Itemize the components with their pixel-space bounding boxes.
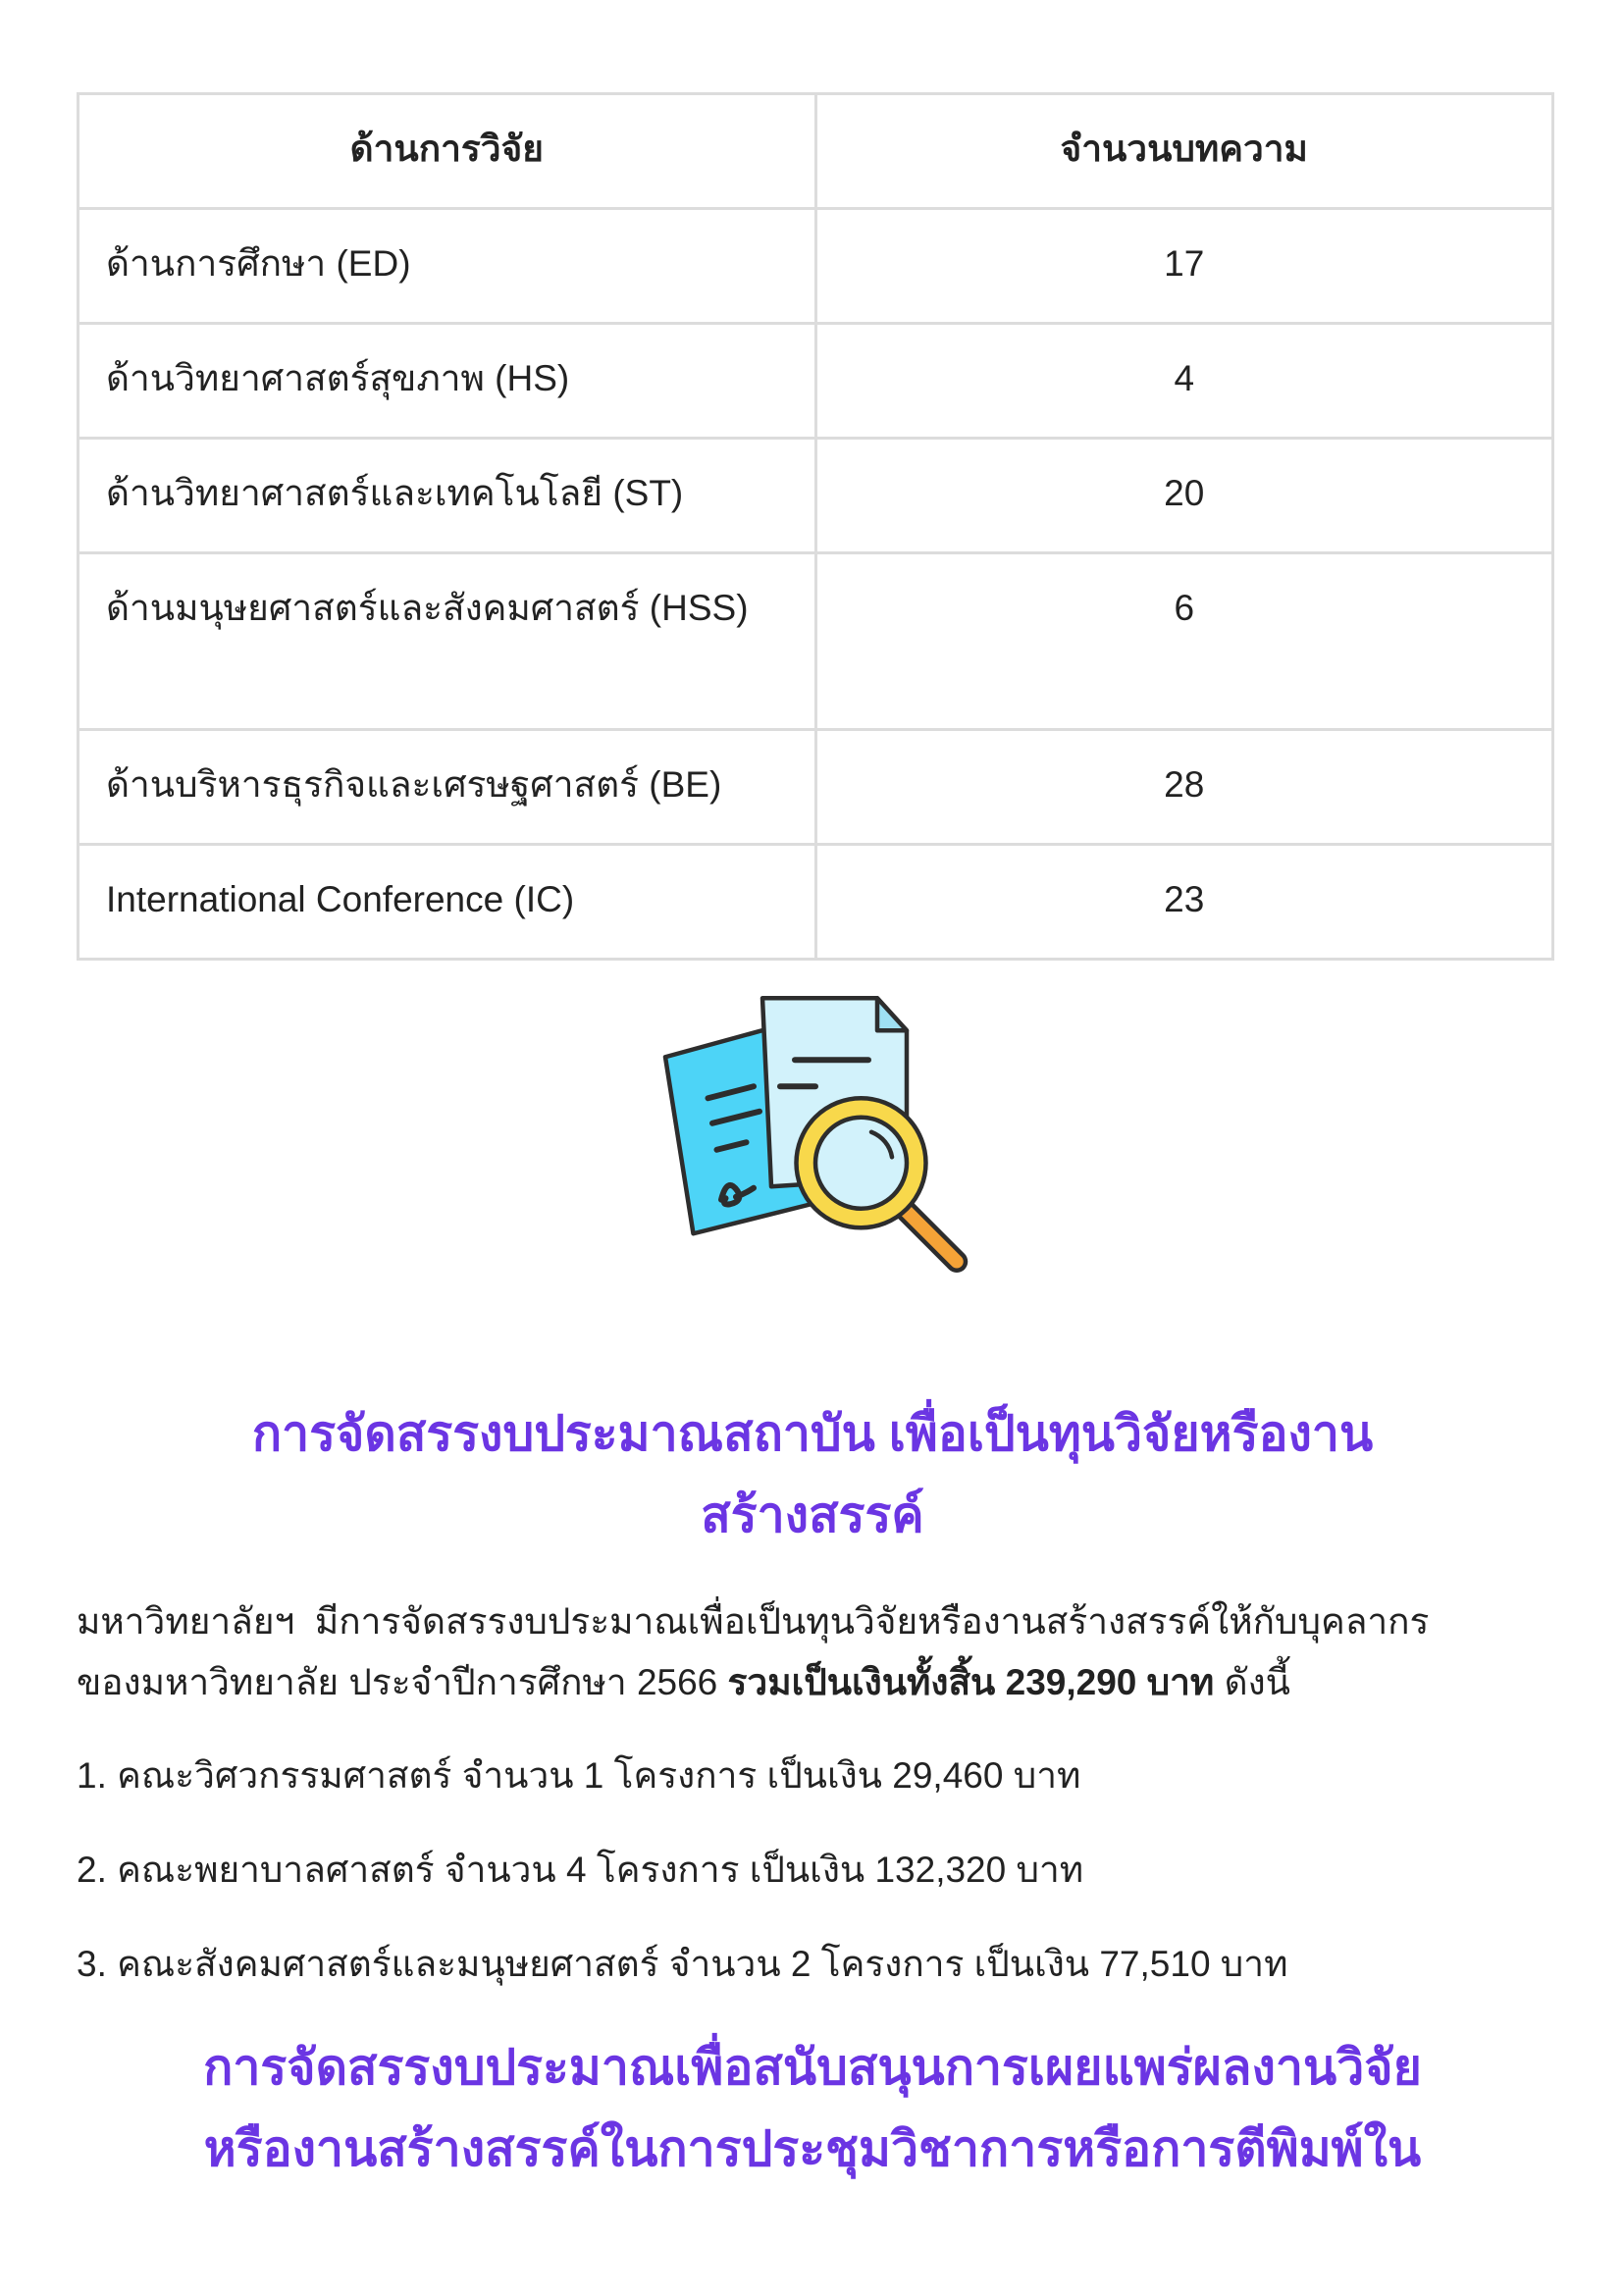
table-header-article-count: จำนวนบทความ <box>817 95 1552 207</box>
intro-line: มหาวิทยาลัยฯ มีการจัดสรรงบประมาณเพื่อเป็นทุนวิจัยหรืองานสร้างสรรค์ให้กับบุคลากร <box>77 1601 1430 1642</box>
table-header-research-field: ด้านการวิจัย <box>79 95 814 207</box>
table-cell-count: 28 <box>817 731 1552 843</box>
table-cell-field: International Conference (IC) <box>79 846 814 958</box>
heading-line: สร้างสรรค์ <box>701 1487 924 1542</box>
magnifier-handle <box>903 1207 958 1262</box>
list-item: 3. คณะสังคมศาสตร์และมนุษยศาสตร์ จำนวน 2 โครงการ เป็นเงิน 77,510 บาท <box>77 1944 1288 1984</box>
budget-allocation-list <box>77 1746 1548 2028</box>
heading-line: หรืองานสร้างสรรค์ในการประชุมวิชาการหรือการตีพิมพ์ใน <box>203 2121 1422 2176</box>
folded-corner <box>877 998 907 1030</box>
table-cell-count: 17 <box>817 210 1552 322</box>
magnifying-glass <box>797 1098 958 1262</box>
intro-text: ของมหาวิทยาลัย ประจำปีการศึกษา 2566 <box>77 1662 728 1702</box>
magnifier-lens <box>815 1118 907 1209</box>
table-cell-field: ด้านวิทยาศาสตร์สุขภาพ (HS) <box>79 325 814 437</box>
budget-intro-paragraph <box>77 1591 1548 1713</box>
list-item: 1. คณะวิศวกรรมศาสตร์ จำนวน 1 โครงการ เป็นเงิน 29,460 บาท <box>77 1755 1081 1796</box>
table-cell-field: ด้านการศึกษา (ED) <box>79 210 814 322</box>
document-search-icon <box>662 989 971 1277</box>
table-cell-field: ด้านบริหารธุรกิจและเศรษฐศาสตร์ (BE) <box>79 731 814 843</box>
intro-text: ดังนี้ <box>1214 1662 1290 1702</box>
list-item: 2. คณะพยาบาลศาสตร์ จำนวน 4 โครงการ เป็นเงิน 132,320 บาท <box>77 1850 1084 1890</box>
table-cell-count: 4 <box>817 325 1552 437</box>
table-cell-field: ด้านมนุษยศาสตร์และสังคมศาสตร์ (HSS) <box>79 554 814 728</box>
section-heading-institutional-budget <box>77 1393 1548 1556</box>
table-cell-count: 6 <box>817 554 1552 728</box>
heading-line: การจัดสรรงบประมาณสถาบัน เพื่อเป็นทุนวิจัยหรืองาน <box>251 1406 1374 1461</box>
table-cell-field: ด้านวิทยาศาสตร์และเทคโนโลยี (ST) <box>79 440 814 551</box>
table-cell-count: 23 <box>817 846 1552 958</box>
section-heading-dissemination-budget <box>77 2027 1548 2190</box>
total-amount: รวมเป็นเงินทั้งสิ้น 239,290 บาท <box>727 1662 1215 1702</box>
heading-line: การจัดสรรงบประมาณเพื่อสนับสนุนการเผยแพร่ผลงานวิจัย <box>203 2040 1422 2095</box>
table-cell-count: 20 <box>817 440 1552 551</box>
intro-line <box>77 1652 1548 1713</box>
research-articles-table <box>77 92 1554 961</box>
